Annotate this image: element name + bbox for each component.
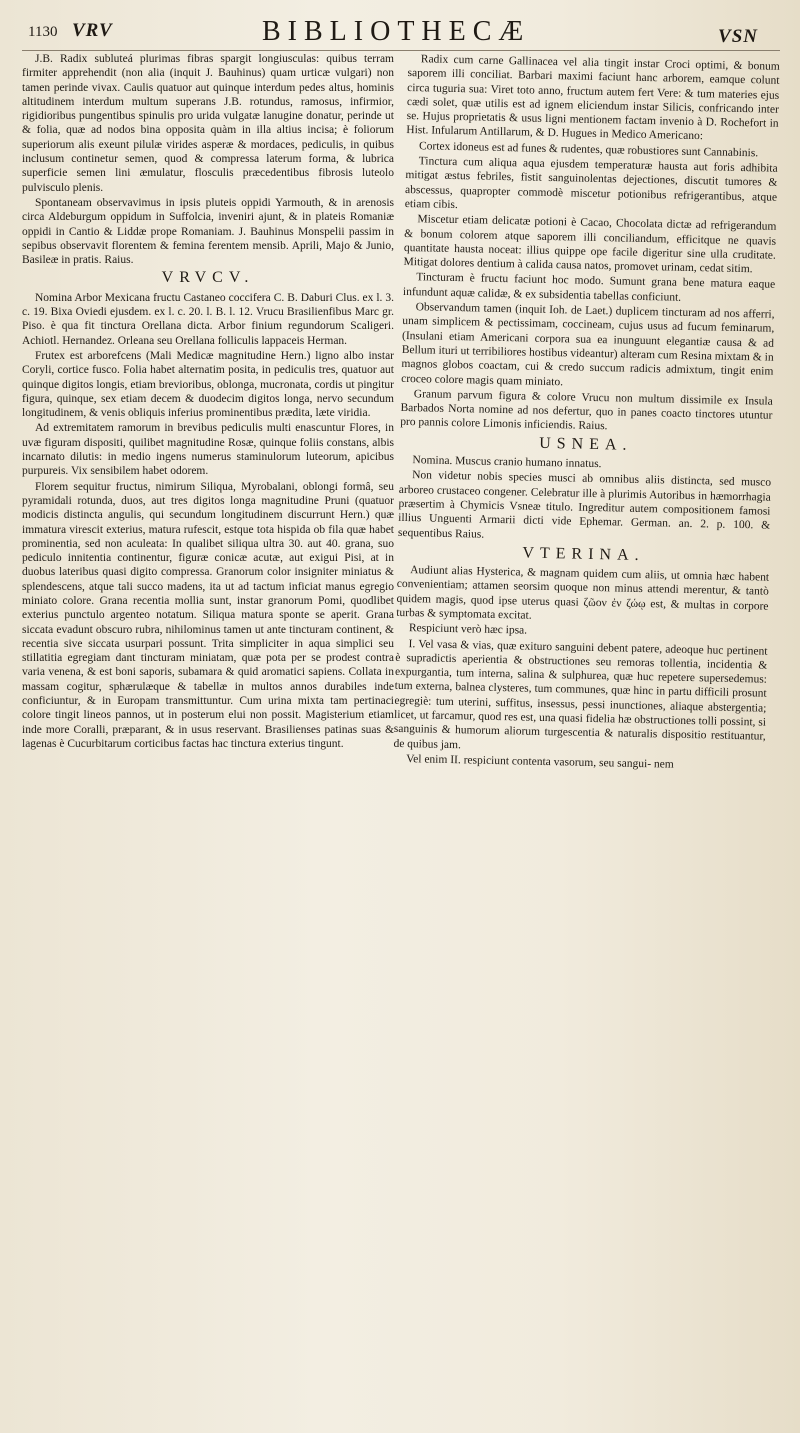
paragraph: Observandum tamen (inquit Ioh. de Laet.) duplicem tincturam ad nos afferri, unam simplicem & pectissimam, coccineam, cujus usus ad fucum feminarum, (Insulani etiam Americani corpora sua ea inunguunt elegantiæ causa & ad Bellum ituri ut terribiliores hostibus videantur) alteram cum Resina mixtam & in magnos globos coactam, cui & credo succum radicis admixtum, tingit enim croceo colore magis quam miniato. [401, 301, 775, 388]
paragraph: Miscetur etiam delicatæ potioni è Cacao, Chocolata dictæ ad refrigerandum & bonum colorem atque saporem illi conciliandum, efficitque ne quavis quantitate hausta noceat: illius quippe ope facile digeritur sine ulla cruditate. Mitigat dolores dentium à calida causa natos, promovet urinam, cedat sitim. [403, 213, 777, 276]
left-column [22, 52, 394, 767]
right-catchword: VSN [718, 26, 758, 47]
section-heading-vterina: VTERINA. [522, 544, 645, 564]
right-column [393, 52, 780, 775]
paragraph: Spontaneam observavimus in ipsis pluteis oppidi Yarmouth, & in arenosis circa Aldeburgum oppidum in Suffolcia, inveniri ajunt, & in plateis Romaniæ oppidi in Cantio & Liddæ prope Romaniam. J. Bauhinus Monspelii passim in sepibus observavit florentem & femina ferentem mensib. Aprili, Majo & Junio, Basileæ in pratis. Raius. [22, 196, 394, 267]
section-heading-usnea: USNEA. [538, 434, 633, 454]
running-title: BIBLIOTHECÆ [262, 16, 531, 47]
paragraph: Audiunt alias Hysterica, & magnam quidem cum aliis, ut omnia hæc habent convenientiam; attamen seorsim quoque non minus attendi merentur, & tantò quidem magis, quod ipse uterus quasi ζῶον ἐν ζώῳ est, & multas in corpore turbas & symptomata excitat. [396, 564, 770, 622]
paragraph: Tincturam è fructu faciunt hoc modo. Sumunt grana bene matura eaque infundunt aquæ calidæ, & ex subsidentia tabellas conficiunt. [402, 271, 776, 304]
left-catchword: VRV [72, 20, 113, 41]
paragraph: J.B. Radix subluteá plurimas fibras spargit longiusculas: quibus terram firmiter apprehendit (non alia (inquit J. Bauhinus) quam urticæ vulgari) non tamen perinde vivax. Caulis quatuor aut quinque interdum pedes altus, hominis altitudinem interdum multum superans J.B. rotundus, ramosus, infirmior, rigidioribus pungentibus spinulis pro urida vulgatæ lanugine donatur, perinde ut & folia, quæ ad nodos bina opposita quàm in illa altius incisa; è foliorum superiorum alis exeunt pilulæ virides asperæ & mordaces, pediculis, in quibus inclusum continetur semen, quod & compressa laterum forma, & lubrica superficie semen lini æmulatur, flosculis præcedentibus fibrosis luteolo pulvisculo plenis. [22, 53, 394, 194]
paragraph: Tinctura cum aliqua aqua ejusdem temperaturæ hausta aut foris adhibita mitigat æstus febriles, fistit sanguinolentas dejectiones, discutit tumores & abscessus, quapropter commodè miscetur potionibus refrigerantibus, atque etiam cibis. [404, 155, 778, 212]
paragraph: Vel enim II. respiciunt contenta vasorum, seu sangui- nem [406, 753, 674, 771]
paragraph: Respiciunt verò hæc ipsa. [408, 622, 528, 637]
paragraph: Ad extremitatem ramorum in brevibus pediculis multi enascuntur Flores, in uvæ figuram dispositi, quilibet magnitudine Rosæ, quinque foliis constans, albis incarnato dilutis: in medio ingens numerus staminulorum luteorum, apicibus purpureis. Vix sensibilem habet odorem. [22, 422, 394, 478]
text-columns [22, 52, 788, 771]
section-heading-vrucu: VRVCV. [161, 269, 255, 287]
page-header [22, 16, 780, 51]
paragraph: Nomina. Muscus cranio humano innatus. [412, 454, 602, 471]
paragraph: Cortex idoneus est ad funes & rudentes, quæ robustiores sunt Cannabinis. [418, 140, 759, 160]
page-number: 1130 [28, 24, 58, 40]
paragraph: Frutex est arborefcens (Mali Medicæ magnitudine Hern.) ligno albo instar Coryli, cortice fusco. Folia habet alternatim posita, in pediculis tres, quatuor aut quinque digitos longis, etiam brevioribus, oblonga, mucronata, cordis ut pingitur figura, quinque, sex etiam decem & duodecim digitos longa, nervo secundum longitudinem, & venis obliquis inferius prominentibus prædita, læte viridia. [22, 349, 394, 420]
paragraph: Non videtur nobis species musci ab omnibus aliis distincta, sed musco arboreo crustaceo congener. Celebratur ille à plurimis Autoribus in hæmorrhagia præsertim à Chymicis Vsneæ titulo. Ingreditur autem compositionem famosi illius Unguenti Armarii dicti vide Ephemar. German. an. 2. p. 100. & sequentibus Raius. [397, 469, 772, 541]
paragraph: Radix cum carne Gallinacea vel alia tingit instar Croci optimi, & bonum saporem illi conciliat. Barbari maximi faciunt hanc arborem, eamque colunt circa tuguria sua: Viret toto anno, fructum autem fert Vere: & tum materies ejus cædi solet, quæ utilis est ad ignem eliciendum instar Silicis, confricando inter se. Hujus proprietatis & usus ligni mentionem factam invenio à D. Rochefort in Hist. Infularum Antillarum, & D. Hugues in Medico Americano: [406, 53, 780, 143]
paragraph: Florem sequitur fructus, nimirum Siliqua, Myrobalani, oblongi formâ, seu pyramidali rotunda, duos, aut tres digitos longa magnitudine Pruni (quatuor modicis distincta angulis, qui secundum longitudinem discurrunt Hern.) quæ immatura virescit exterius, matura rufescit, estque tota hispida ob fila quæ habet prominentia, sed non aculeata: In qualibet siliqua ultra 30. aut 40. grana, suo pediculo innitentia continentur, figuræ conicæ acutæ, aut exigui Pisi, at in duobus lateribus quasi digito compressa. Granorum color insigniter miniatus & splendescens, atque tali succo madens, ita ut ad tactum inficiat manus egregio miniato colore. Grana recentia mollia sunt, instar granorum Pomi, quodlibet exterius punctulo argenteo notatum. Siliqua matura sponte se aperit. Grana siccata evadunt obscuro rubra, nihilominus tamen ut ante tincturam continent, & recentia sive siccata usurpari possunt. Trita simpliciter in aqua simplici seu stillatitia egregiam dant tincturam miniatam, quæ pota per se prodest contra varia venena, & est boni saporis, subamara & quid aromatici sapiens. Collata in massam cogitur, sphærulæque & tabellæ in multos annos durabiles inde conficiuntur, & in Europam transmittuntur. Cum urina mixta tam pertinaci colore tingit lineos pannos, ut in posterum elui non possit. Magisterium etiam inde more Coralli, præparant, & in usus reservant. Brasilienses patinas suas & lagenas è Cucurbitarum corticibus factas hac tinctura exterius tingunt. [22, 480, 394, 750]
paragraph: I. Vel vasa & vias, quæ exituro sanguini debent patere, adeoque huc pertinent è supradictis aperientia & obstructiones seu remoras tollentia, incidentia & expurgantia, tum interna, salina & sulphurea, quæ huc repetere supersedemus: tum externa, balnea clysteres, tum communes, quæ hinc in partu difficili prosunt egregiè: tum uterini, suffitus, insessus, pessi inunctiones, aliaque abstergentia; licet, ut farcamur, quod res est, una quasi fidelia hæ obstructiones tolli possint, si sanguinis & humorum aliorum turgescentia & naturalis dispositio restituantur, de quibus jam. [393, 637, 768, 751]
paragraph: Granum parvum figura & colore Vrucu non multum dissimile ex Insula Barbados Norta nomine ad nos defertur, quo in panes coacto tinctores utuntur pro pannis colore Limonis inficiendis. Raius. [400, 388, 773, 433]
paragraph: Nomina Arbor Mexicana fructu Castaneo coccifera C. B. Daburi Clus. ex l. 3. c. 19. Bixa Oviedi ejusdem. ex l. c. 20. l. B. l. 12. Vrucu Brasilienfibus Marc gr. Piso. è qua fit tinctura Orellana dicta. Arbor finium regundorum Scaligeri. Achiotl. Hernandez. Orleana seu Orellana folliculis lappaceis Herman. [22, 291, 394, 347]
